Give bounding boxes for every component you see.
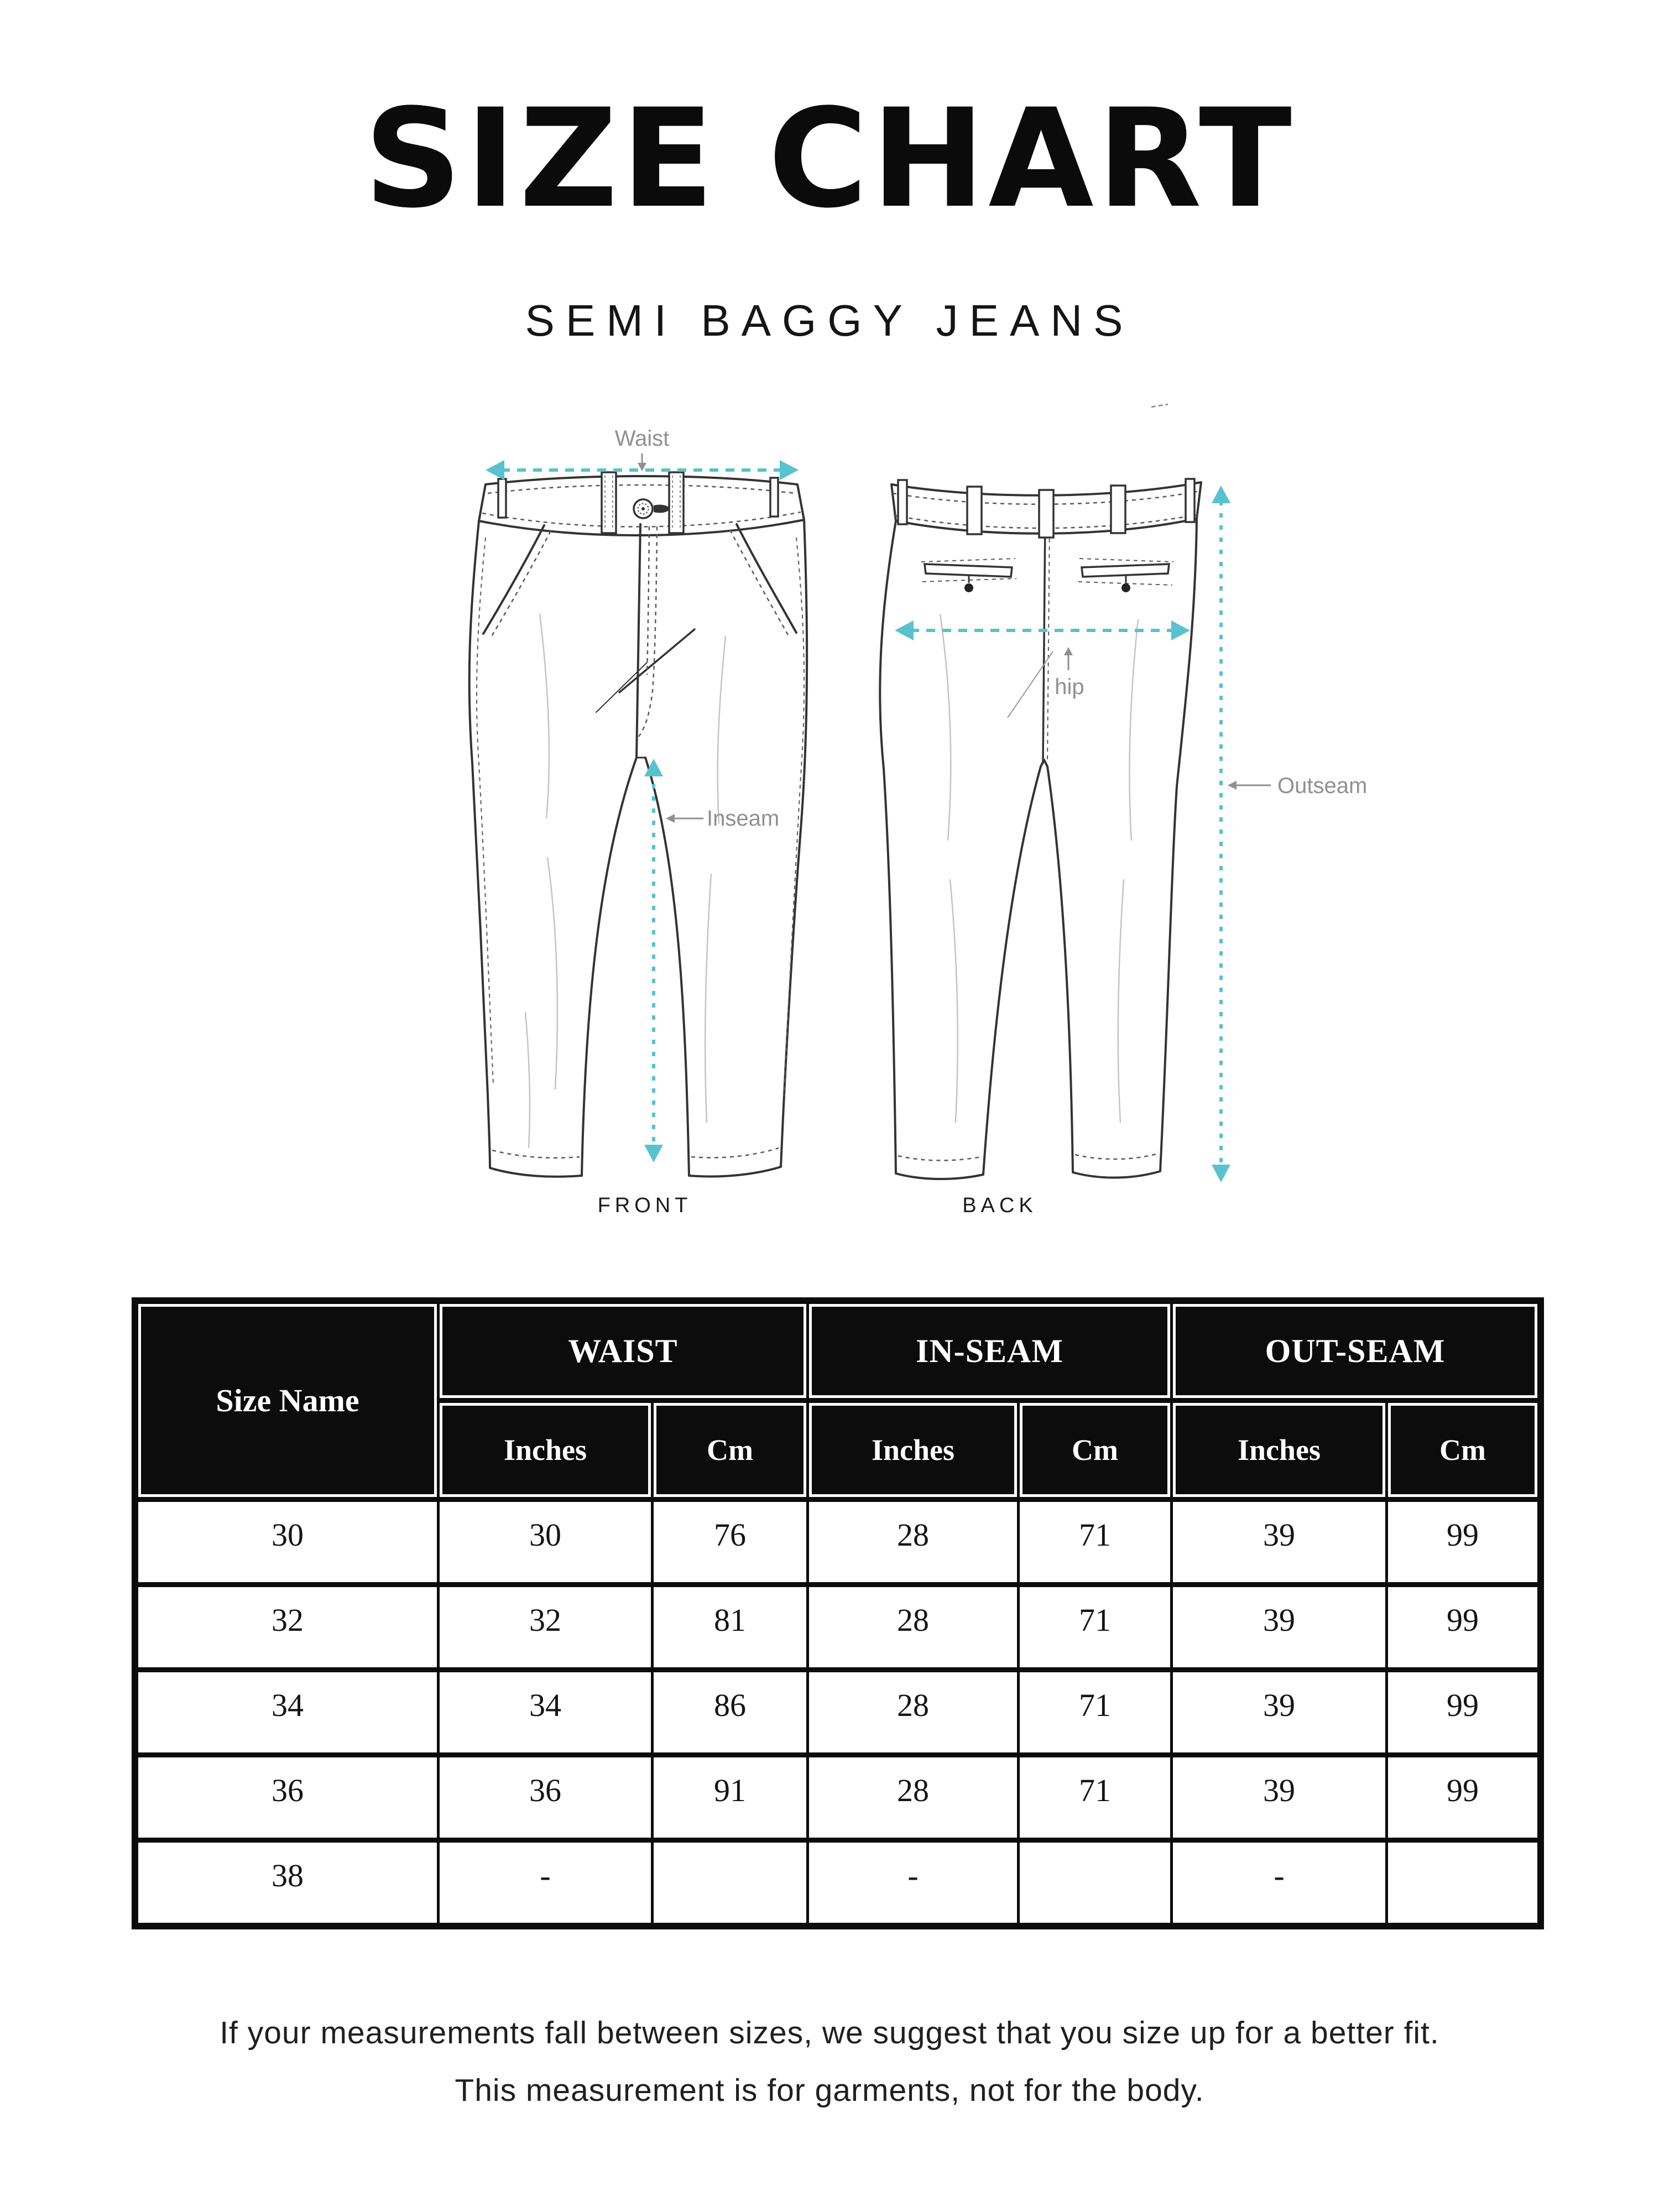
- footer-note-line1: If your measurements fall between sizes, we suggest that you size up for a better fit.: [220, 2015, 1439, 2051]
- table-cell: 39: [1173, 1502, 1385, 1582]
- page-title: SIZE CHART: [364, 80, 1295, 238]
- table-cell: 81: [654, 1587, 806, 1667]
- unit-header: Cm: [1388, 1403, 1537, 1497]
- back-view-label: BACK: [962, 1194, 1037, 1217]
- table-cell: 28: [809, 1502, 1017, 1582]
- inseam-label-text: Inseam: [707, 806, 780, 831]
- table-cell: 36: [440, 1757, 651, 1838]
- table-cell: 71: [1020, 1587, 1170, 1667]
- back-stitching: [893, 491, 1200, 1161]
- unit-header: Inches: [440, 1403, 651, 1497]
- table-cell: 76: [654, 1502, 806, 1582]
- waist-label-text: Waist: [614, 426, 670, 451]
- table-cell: 71: [1020, 1502, 1170, 1582]
- page-subtitle: SEMI BAGGY JEANS: [525, 296, 1134, 345]
- waist-group-header: WAIST: [440, 1304, 806, 1398]
- jeans-measurement-diagram: [453, 376, 1394, 1261]
- inseam-group-header: IN-SEAM: [809, 1304, 1170, 1398]
- table-cell: 28: [809, 1672, 1017, 1752]
- table-cell: [1388, 1843, 1537, 1923]
- table-cell: 39: [1173, 1587, 1385, 1667]
- table-cell: 86: [654, 1672, 806, 1752]
- table-cell: 32: [138, 1587, 437, 1667]
- outseam-label-text: Outseam: [1277, 774, 1368, 798]
- table-cell: 34: [440, 1672, 651, 1752]
- table-cell: 99: [1388, 1587, 1537, 1667]
- unit-header: Inches: [809, 1403, 1017, 1497]
- size-table: [132, 1297, 1544, 1929]
- front-view-label: FRONT: [597, 1194, 692, 1217]
- unit-header: Cm: [654, 1403, 806, 1497]
- table-cell: 28: [809, 1757, 1017, 1838]
- unit-header: Inches: [1173, 1403, 1385, 1497]
- table-cell: [654, 1843, 806, 1923]
- table-cell: 30: [440, 1502, 651, 1582]
- table-cell: 36: [138, 1757, 437, 1838]
- inseam-label: [666, 806, 779, 831]
- table-cell: 99: [1388, 1672, 1537, 1752]
- table-cell: 91: [654, 1757, 806, 1838]
- unit-header: Cm: [1020, 1403, 1170, 1497]
- table-cell: 28: [809, 1587, 1017, 1667]
- back-pockets: [925, 564, 1169, 592]
- table-cell: 99: [1388, 1502, 1537, 1582]
- outseam-label: [1228, 774, 1367, 798]
- table-cell: -: [440, 1843, 651, 1923]
- table-cell: 99: [1388, 1757, 1537, 1838]
- table-cell: [1020, 1843, 1170, 1923]
- front-creases: [525, 614, 726, 1148]
- waist-label: [615, 426, 670, 471]
- outseam-arrow: [1212, 486, 1230, 1182]
- table-cell: 71: [1020, 1672, 1170, 1752]
- table-cell: 39: [1173, 1757, 1385, 1838]
- size-name-header: Size Name: [138, 1304, 437, 1497]
- table-cell: 39: [1173, 1672, 1385, 1752]
- table-cell: 32: [440, 1587, 651, 1667]
- hip-label-text: hip: [1055, 675, 1084, 699]
- table-cell: -: [809, 1843, 1017, 1923]
- footer-note-line2: This measurement is for garments, not for the body.: [455, 2073, 1204, 2108]
- table-cell: -: [1173, 1843, 1385, 1923]
- table-cell: 38: [138, 1843, 437, 1923]
- table-cell: 34: [138, 1672, 437, 1752]
- hip-label: [1055, 647, 1084, 699]
- table-cell: 30: [138, 1502, 437, 1582]
- table-cell: 71: [1020, 1757, 1170, 1838]
- back-view-outline: [880, 482, 1201, 1179]
- hip-arrow: [895, 620, 1190, 640]
- outseam-group-header: OUT-SEAM: [1173, 1304, 1537, 1398]
